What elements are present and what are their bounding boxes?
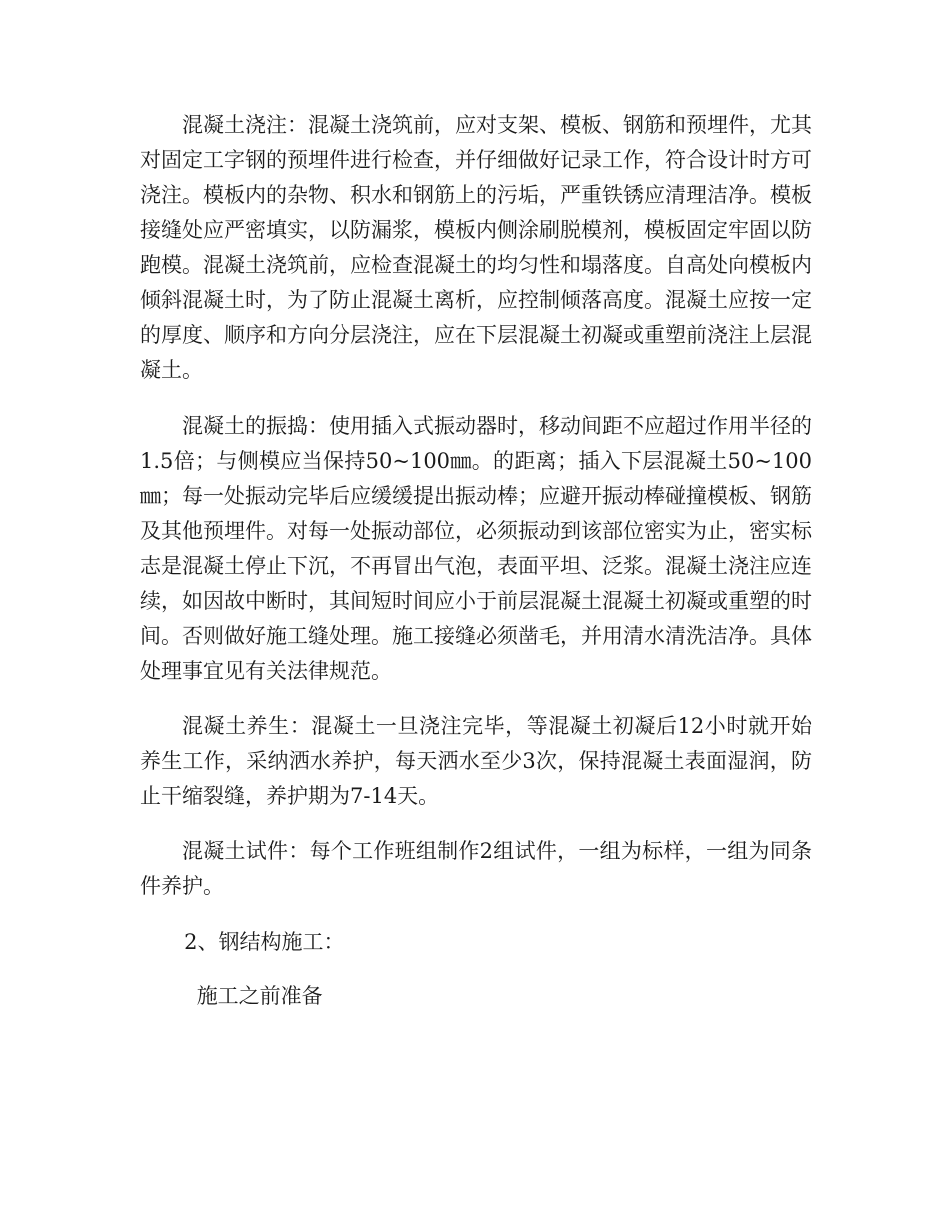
paragraph-concrete-curing: 混凝土养生：混凝土一旦浇注完毕，等混凝土初凝后12小时就开始养生工作，采纳洒水养护，每天洒水至少3次，保持混凝土表面湿润，防止干缩裂缝，养护期为7-14天。	[140, 714, 812, 808]
paragraph-concrete-vibration: 混凝土的振捣：使用插入式振动器时，移动间距不应超过作用半径的1.5倍；与侧模应当保持50~100㎜。的距离；插入下层混凝土50~100㎜；每一处振动完毕后应缓缓提出振动棒；应避开振动棒碰撞模板、钢筋及其他预埋件。对每一处振动部位，必须振动到该部位密实为止，密实标志是混凝土停止下沉，不再冒出气泡，表面平坦、泛浆。混凝土浇注应连续，如因故中断时，其间短时间应小于前层混凝土混凝土初凝或重塑的时间。否则做好施工缝处理。施工接缝必须凿毛，并用清水清洗洁净。具体处理事宜见有关法律规范。	[140, 414, 812, 683]
paragraph-concrete-specimens: 混凝土试件：每个工作班组制作2组试件，一组为标样，一组为同条件养护。	[140, 839, 812, 898]
paragraph-concrete-pouring: 混凝土浇注：混凝土浇筑前，应对支架、模板、钢筋和预埋件，尤其对固定工字钢的预埋件进行检查，并仔细做好记录工作，符合设计时方可浇注。模板内的杂物、积水和钢筋上的污垢，严重铁锈应清理洁净。模板接缝处应严密填实，以防漏浆，模板内侧涂刷脱模剂，模板固定牢固以防跑模。混凝土浇筑前，应检查混凝土的均匀性和塌落度。自高处向模板内倾斜混凝土时，为了防止混凝土离析，应控制倾落高度。混凝土应按一定的厚度、顺序和方向分层浇注，应在下层混凝土初凝或重塑前浇注上层混凝土。	[140, 113, 812, 382]
subsection-heading-preparation: 施工之前准备	[196, 984, 323, 1008]
document-body	[140, 108, 812, 1014]
section-heading-steel-structure: 2、钢结构施工：	[184, 930, 345, 954]
